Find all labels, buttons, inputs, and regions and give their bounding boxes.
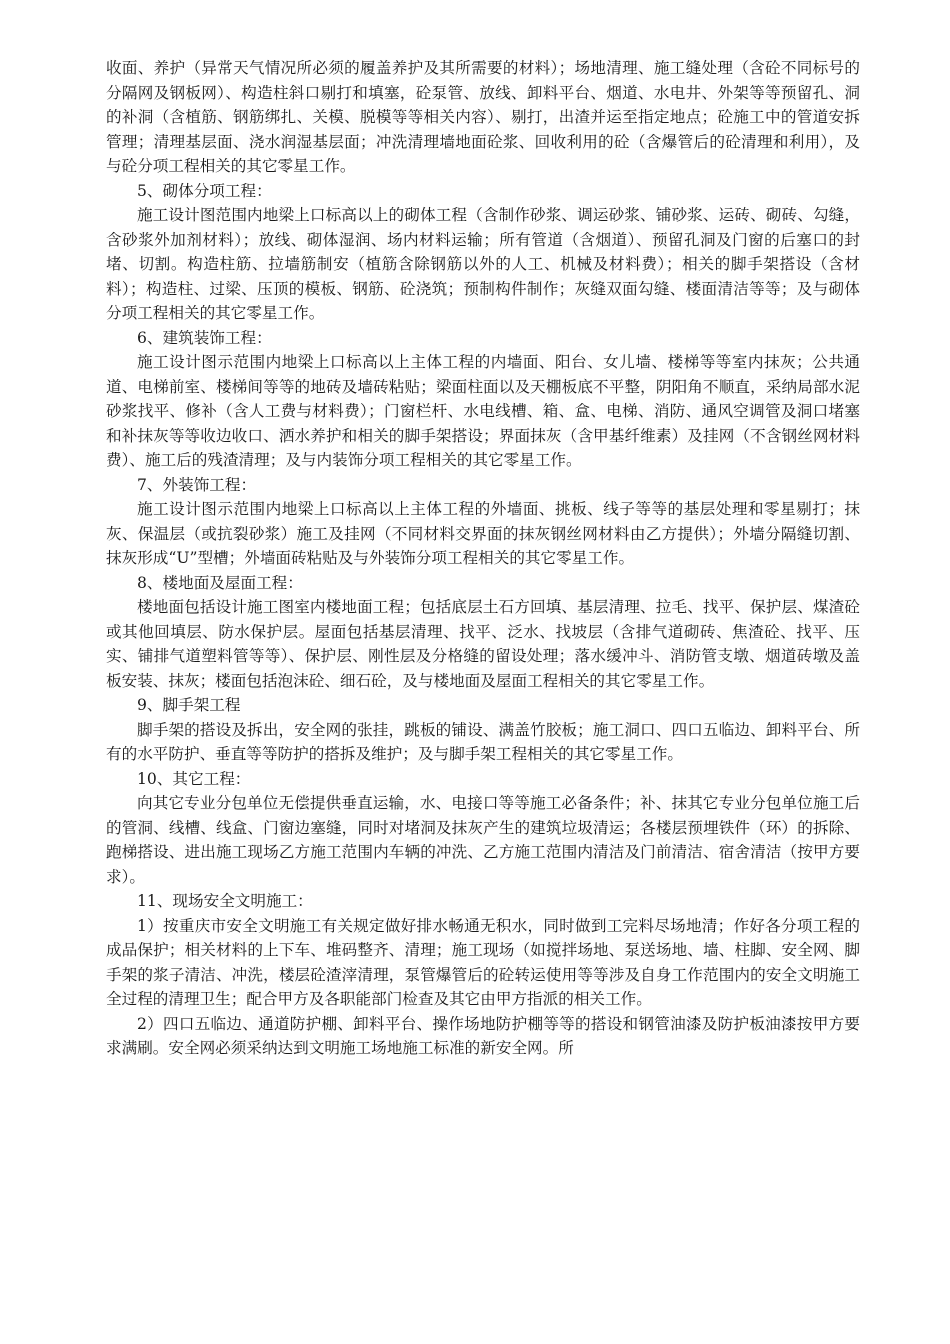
- paragraph-floor-roof: 楼地面包括设计施工图室内楼地面工程；包括底层土石方回填、基层清理、拉毛、找平、保护层、煤渣砼或其他回填层、防水保护层。屋面包括基层清理、找平、泛水、找坡层（含排气道砌砖、焦渣砼、找平、压实、铺排气道塑料管等等）、保护层、刚性层及分格缝的留设处理；落水缓冲斗、消防管支墩、烟道砖墩及盖板安装、抹灰；楼面包括泡沫砼、细石砼，及与楼地面及屋面工程相关的其它零星工作。: [106, 598, 860, 690]
- heading-site-safety: 11、现场安全文明施工：: [137, 892, 313, 910]
- paragraph-site-safety-1: 1）按重庆市安全文明施工有关规定做好排水畅通无积水，同时做到工完料尽场地清；作好各分项工程的成品保护；相关材料的上下车、堆码整齐、清理；施工现场（如搅拌场地、泵送场地、墙、柱脚、安全网、脚手架的浆子清洁、冲洗，楼层砼渣滓清理，泵管爆管后的砼转运使用等等涉及自身工作范围内的安全文明施工全过程的清理卫生；配合甲方及各职能部门检查及其它由甲方指派的相关工作。: [106, 916, 860, 1008]
- heading-exterior-decoration: 7、外装饰工程：: [137, 475, 257, 494]
- paragraph-masonry: 施工设计图范围内地梁上口标高以上的砌体工程（含制作砂浆、调运砂浆、铺砂浆、运砖、砌砖、勾缝，含砂浆外加剂材料）；放线、砌体湿润、场内材料运输；所有管道（含烟道）、预留孔洞及门窗的后塞口的封堵、切割。构造柱筋、拉墙筋制安（植筋含除钢筋以外的人工、机械及材料费）；相关的脚手架搭设（含材料）；构造柱、过梁、压顶的模板、钢筋、砼浇筑；预制构件制作；灰缝双面勾缝、楼面清洁等等；及与砌体分项工程相关的其它零星工作。: [106, 206, 860, 322]
- heading-other-works: 10、其它工程：: [137, 769, 251, 788]
- document-page: [106, 56, 860, 1061]
- heading-masonry: 5、砌体分项工程：: [137, 181, 272, 200]
- paragraph-exterior-decoration: 施工设计图示范围内地梁上口标高以上主体工程的外墙面、挑板、线子等等的基层处理和零星剔打；抹灰、保温层（或抗裂砂浆）施工及挂网（不同材料交界面的抹灰钢丝网材料由乙方提供）；外墙分隔缝切割、抹灰形成“U”型槽；外墙面砖粘贴及与外装饰分项工程相关的其它零星工作。: [106, 500, 860, 567]
- paragraph-site-safety-2: 2）四口五临边、通道防护棚、卸料平台、操作场地防护棚等等的搭设和钢管油漆及防护板油漆按甲方要求满刷。安全网必须采纳达到文明施工场地施工标准的新安全网。所: [106, 1014, 860, 1057]
- paragraph-interior-decoration: 施工设计图示范围内地梁上口标高以上主体工程的内墙面、阳台、女儿墙、楼梯等等室内抹灰；公共通道、电梯前室、楼梯间等等的地砖及墙砖粘贴；梁面柱面以及天棚板底不平整，阴阳角不顺直，采纳局部水泥砂浆找平、修补（含人工费与材料费）；门窗栏杆、水电线槽、箱、盒、电梯、消防、通风空调管及洞口堵塞和补抹灰等等收边收口、洒水养护和相关的脚手架搭设；界面抹灰（含甲基纤维素）及挂网（不含钢丝网材料费）、施工后的残渣清理；及与内装饰分项工程相关的其它零星工作。: [106, 353, 860, 469]
- heading-floor-roof: 8、楼地面及屋面工程：: [137, 573, 303, 592]
- heading-scaffolding: 9、脚手架工程: [137, 696, 241, 714]
- heading-interior-decoration: 6、建筑装饰工程：: [137, 328, 272, 347]
- paragraph-other-works: 向其它专业分包单位无偿提供垂直运输，水、电接口等等施工必备条件；补、抹其它专业分包单位施工后的管洞、线槽、线盒、门窗边塞缝，同时对堵洞及抹灰产生的建筑垃圾清运；各楼层预埋铁件（环）的拆除、跑梯搭设、进出施工现场乙方施工范围内车辆的冲洗、乙方施工范围内清洁及门前清洁、宿舍清洁（按甲方要求）。: [106, 794, 860, 886]
- paragraph-concrete-continuation: 收面、养护（异常天气情况所必须的履盖养护及其所需要的材料）；场地清理、施工缝处理（含砼不同标号的分隔网及钢板网）、构造柱斜口剔打和填塞，砼泵管、放线、卸料平台、烟道、水电井、外架等等预留孔、洞的补洞（含植筋、钢筋绑扎、关模、脱模等等相关内容）、剔打，出渣并运至指定地点；砼施工中的管道安拆管理；清理基层面、浇水润湿基层面；冲洗清理墙地面砼浆、回收利用的砼（含爆管后的砼清理和利用），及与砼分项工程相关的其它零星工作。: [106, 59, 860, 175]
- paragraph-scaffolding: 脚手架的搭设及拆出，安全网的张挂，跳板的铺设、满盖竹胶板；施工洞口、四口五临边、卸料平台、所有的水平防护、垂直等等防护的搭拆及维护；及与脚手架工程相关的其它零星工作。: [106, 720, 860, 763]
